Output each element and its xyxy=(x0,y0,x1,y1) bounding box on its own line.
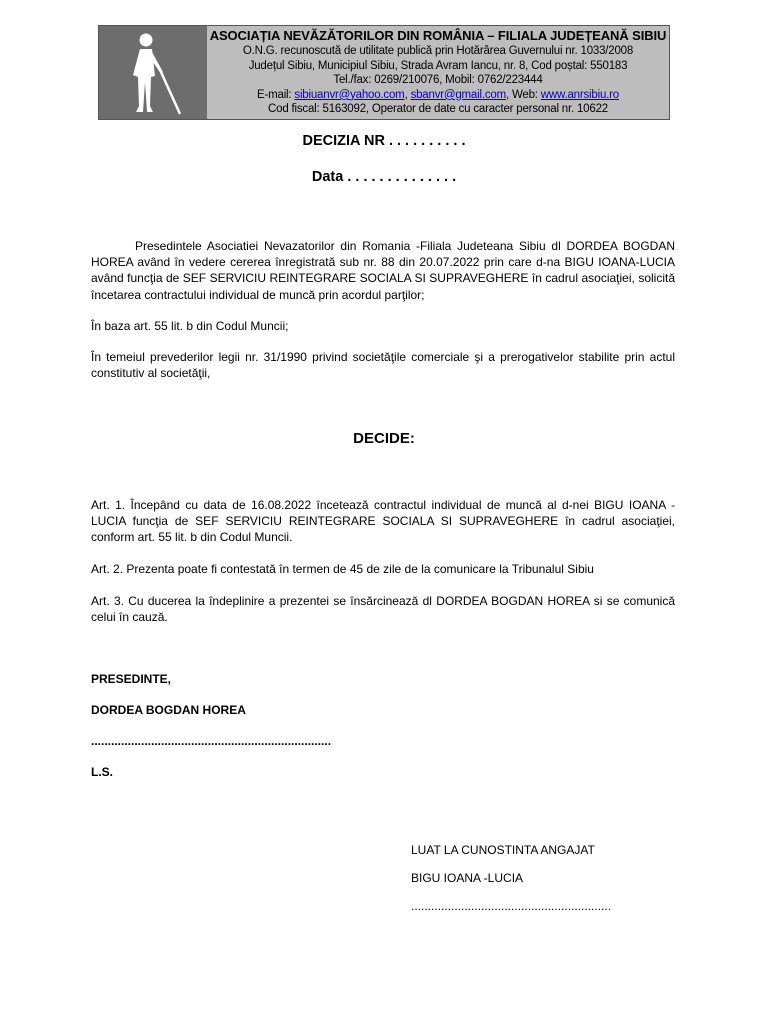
address-line: Județul Sibiu, Municipiul Sibiu, Strada Avram Iancu, nr. 8, Cod poștal: 550183 xyxy=(248,59,628,72)
letterhead-text xyxy=(207,27,669,117)
letterhead xyxy=(98,25,670,120)
website-link[interactable]: www.anrsibiu.ro xyxy=(540,88,619,101)
registration-line: O.N.G. recunoscută de utilitate publică prin Hotărârea Guvernului nr. 1033/2008 xyxy=(242,45,634,57)
contact-line xyxy=(207,88,669,103)
decide-heading: DECIDE: xyxy=(353,430,415,447)
decision-number-title: DECIZIA NR . . . . . . . . . . xyxy=(302,133,466,149)
decision-date: Data . . . . . . . . . . . . . . xyxy=(311,169,457,185)
fiscal-code-line: Cod fiscal: 5163092, Operator de date cu caracter personal nr. 10622 xyxy=(268,103,608,116)
blind-person-logo xyxy=(99,26,207,119)
employee-acknowledgement-label: LUAT LA CUNOSTINTA ANGAJAT xyxy=(411,843,595,857)
blind-person-icon xyxy=(123,32,185,116)
intro-paragraph xyxy=(91,238,675,303)
email-link-yahoo[interactable]: sibiuanvr@yahoo.com xyxy=(294,88,405,101)
president-role: PRESEDINTE, xyxy=(91,672,172,686)
legal-basis-paragraph: În baza art. 55 lit. b din Codul Muncii; xyxy=(91,319,289,333)
employee-signature-line: ............................................................ xyxy=(411,899,612,913)
article-2: Art. 2. Prezenta poate fi contestată în termen de 45 de zile de la comunicare la Tribunalul Sibiu xyxy=(91,562,594,576)
web-label: , Web: xyxy=(505,88,541,101)
president-name: DORDEA BOGDAN HOREA xyxy=(91,703,246,717)
email-link-gmail[interactable]: sbanvr@gmail.com xyxy=(410,88,506,101)
article-1: Art. 1. Începând cu data de 16.08.2022 încetează contractul individual de muncă al d-nei BIGU IOANA -LUCIA funcţia de SEF SERVICIU REINTEGRARE SOCIALA SI SUPRAVEGHERE în cadrul asociaţiei, conform art. 55 lit. b din Codul Muncii. xyxy=(91,498,675,545)
organization-name: ASOCIAȚIA NEVĂZĂTORILOR DIN ROMÂNIA – FILIALA JUDEȚEANĂ SIBIU xyxy=(209,28,667,43)
article-3: Art. 3. Cu ducerea la îndeplinire a prezentei se însărcinează dl DORDEA BOGDAN HOREA si se comunică celui în cauză. xyxy=(91,594,675,625)
law-paragraph: În temeiul prevederilor legii nr. 31/1990 privind societăţile comerciale şi a prerogativelor stabilite prin actul constitutiv al societăţii, xyxy=(91,350,675,381)
intro-text: Presedintele Asociatiei Nevazatorilor din Romania -Filiala Judeteana Sibiu dl DORDEA BOGDAN HOREA având în vedere cererea înregistrată sub nr. 88 din 20.07.2022 prin care d-na BIGU IOANA-LUCIA având funcţia de SEF SERVICIU REINTEGRARE SOCIALA SI SUPRAVEGHERE în cadrul asociaţiei, solicită încetarea contractului individual de muncă prin acordul parţilor; xyxy=(91,239,675,302)
email-label: E-mail: xyxy=(257,88,295,101)
employee-name: BIGU IOANA -LUCIA xyxy=(411,871,524,885)
seal-label: L.S. xyxy=(91,765,114,779)
email-separator: , xyxy=(404,88,411,101)
president-signature-line: ........................................................................ xyxy=(91,734,332,748)
phone-line: Tel./fax: 0269/210076, Mobil: 0762/223444 xyxy=(333,74,543,87)
